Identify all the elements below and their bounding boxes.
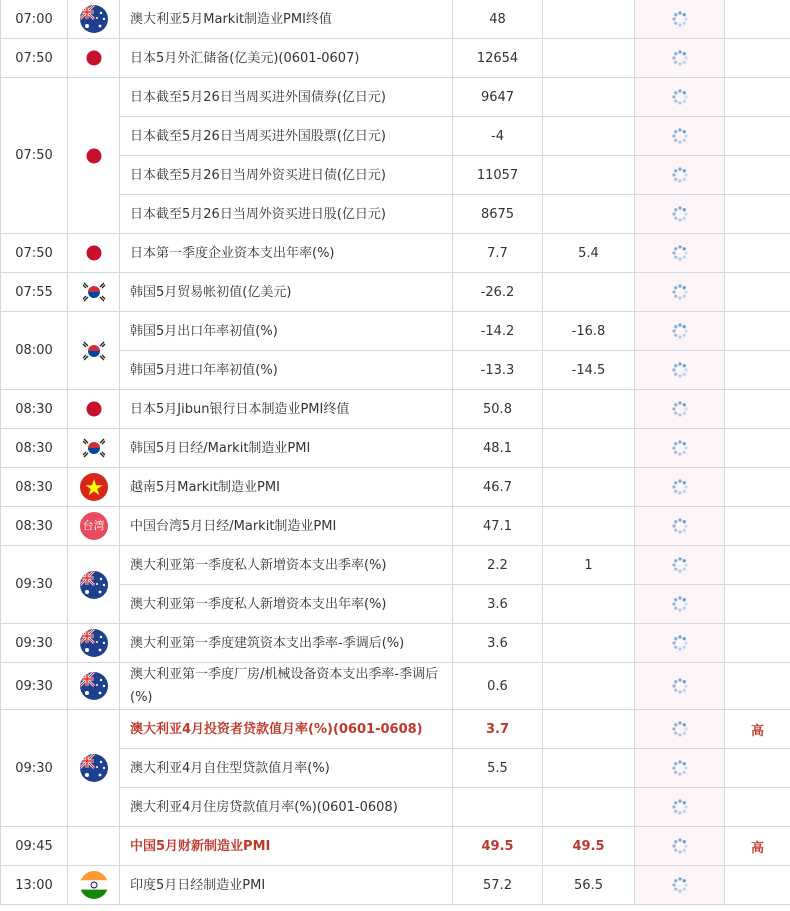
importance-badge (725, 546, 790, 585)
forecast-value (543, 788, 635, 827)
table-row (1, 312, 790, 351)
loading-spinner-icon (671, 244, 689, 262)
previous-value: -4 (453, 117, 543, 156)
actual-value-cell (635, 788, 725, 827)
table-row (1, 788, 790, 827)
table-row (1, 273, 790, 312)
actual-value-cell (635, 663, 725, 710)
loading-spinner-icon (671, 478, 689, 496)
forecast-value (543, 78, 635, 117)
previous-value: 12654 (453, 39, 543, 78)
event-time: 07:50 (1, 78, 68, 234)
forecast-value: 5.4 (543, 234, 635, 273)
importance-badge (725, 585, 790, 624)
table-row (1, 749, 790, 788)
loading-spinner-icon (671, 517, 689, 535)
event-time: 08:30 (1, 468, 68, 507)
table-row (1, 39, 790, 78)
importance-badge (725, 663, 790, 710)
table-row (1, 827, 790, 866)
loading-spinner-icon (671, 49, 689, 67)
country-cell (68, 546, 120, 624)
country-cell (68, 234, 120, 273)
table-row (1, 429, 790, 468)
indicator-name[interactable]: 澳大利亚5月Markit制造业PMI终值 (120, 0, 453, 39)
previous-value (453, 788, 543, 827)
previous-value: -26.2 (453, 273, 543, 312)
importance-badge: 高 (725, 710, 790, 749)
indicator-name[interactable]: 日本截至5月26日当周外资买进日债(亿日元) (120, 156, 453, 195)
forecast-value (543, 663, 635, 710)
importance-badge (725, 624, 790, 663)
forecast-value: -14.5 (543, 351, 635, 390)
importance-badge (725, 156, 790, 195)
indicator-name[interactable]: 韩国5月出口年率初值(%) (120, 312, 453, 351)
forecast-value (543, 585, 635, 624)
previous-value: 5.5 (453, 749, 543, 788)
importance-badge (725, 39, 790, 78)
event-time: 07:50 (1, 39, 68, 78)
indicator-name[interactable]: 澳大利亚第一季度私人新增资本支出年率(%) (120, 585, 453, 624)
country-cell (68, 273, 120, 312)
previous-value: 11057 (453, 156, 543, 195)
actual-value-cell (635, 312, 725, 351)
table-row (1, 156, 790, 195)
actual-value-cell (635, 429, 725, 468)
forecast-value (543, 468, 635, 507)
japan-flag-icon (80, 239, 108, 267)
event-time: 08:00 (1, 312, 68, 390)
indicator-name[interactable]: 日本5月外汇储备(亿美元)(0601-0607) (120, 39, 453, 78)
actual-value-cell (635, 351, 725, 390)
loading-spinner-icon (671, 322, 689, 340)
importance-badge (725, 78, 790, 117)
previous-value: 2.2 (453, 546, 543, 585)
importance-badge (725, 507, 790, 546)
previous-value: 57.2 (453, 866, 543, 905)
table-row (1, 390, 790, 429)
previous-value: 48 (453, 0, 543, 39)
forecast-value: 1 (543, 546, 635, 585)
south-korea-flag-icon (80, 278, 108, 306)
table-row (1, 624, 790, 663)
indicator-name[interactable]: 澳大利亚4月自住型贷款值月率(%) (120, 749, 453, 788)
importance-badge (725, 468, 790, 507)
australia-flag-icon (80, 571, 108, 599)
actual-value-cell (635, 468, 725, 507)
actual-value-cell (635, 156, 725, 195)
forecast-value (543, 117, 635, 156)
loading-spinner-icon (671, 205, 689, 223)
table-row (1, 866, 790, 905)
actual-value-cell (635, 117, 725, 156)
event-time: 09:30 (1, 663, 68, 710)
importance-badge (725, 117, 790, 156)
event-time: 08:30 (1, 429, 68, 468)
loading-spinner-icon (671, 10, 689, 28)
indicator-name[interactable]: 中国5月财新制造业PMI (120, 827, 453, 866)
japan-flag-icon (80, 142, 108, 170)
event-time: 09:30 (1, 624, 68, 663)
taiwan-badge-label: 台湾 (82, 519, 105, 532)
importance-badge (725, 0, 790, 39)
south-korea-flag-icon (80, 337, 108, 365)
previous-value: 48.1 (453, 429, 543, 468)
table-row (1, 78, 790, 117)
country-cell (68, 78, 120, 234)
event-time: 08:30 (1, 390, 68, 429)
australia-flag-icon (80, 672, 108, 700)
table-row (1, 351, 790, 390)
forecast-value (543, 749, 635, 788)
forecast-value (543, 39, 635, 78)
importance-badge (725, 195, 790, 234)
loading-spinner-icon (671, 837, 689, 855)
importance-badge (725, 351, 790, 390)
table-row (1, 546, 790, 585)
event-time: 07:50 (1, 234, 68, 273)
indicator-name[interactable]: 澳大利亚4月投资者贷款值月率(%)(0601-0608) (120, 710, 453, 749)
actual-value-cell (635, 749, 725, 788)
country-cell (68, 0, 120, 39)
loading-spinner-icon (671, 361, 689, 379)
forecast-value (543, 0, 635, 39)
actual-value-cell (635, 507, 725, 546)
actual-value-cell (635, 624, 725, 663)
table-row (1, 117, 790, 156)
table-row (1, 468, 790, 507)
actual-value-cell (635, 866, 725, 905)
loading-spinner-icon (671, 127, 689, 145)
australia-flag-icon (80, 754, 108, 782)
indicator-name[interactable]: 澳大利亚第一季度私人新增资本支出季率(%) (120, 546, 453, 585)
loading-spinner-icon (671, 439, 689, 457)
australia-flag-icon (80, 5, 108, 33)
indicator-name[interactable]: 澳大利亚第一季度建筑资本支出季率-季调后(%) (120, 624, 453, 663)
indicator-name[interactable]: 澳大利亚第一季度厂房/机械设备资本支出季率-季调后(%) (120, 663, 453, 710)
loading-spinner-icon (671, 634, 689, 652)
previous-value: 3.6 (453, 624, 543, 663)
table-row (1, 234, 790, 273)
loading-spinner-icon (671, 400, 689, 418)
actual-value-cell (635, 78, 725, 117)
india-flag-icon (80, 871, 108, 899)
indicator-name[interactable]: 澳大利亚4月住房贷款值月率(%)(0601-0608) (120, 788, 453, 827)
loading-spinner-icon (671, 720, 689, 738)
actual-value-cell (635, 39, 725, 78)
country-cell (68, 507, 120, 546)
previous-value: 46.7 (453, 468, 543, 507)
event-time: 09:30 (1, 710, 68, 827)
forecast-value (543, 273, 635, 312)
previous-value: 3.6 (453, 585, 543, 624)
previous-value: 50.8 (453, 390, 543, 429)
importance-badge (725, 312, 790, 351)
table-row (1, 0, 790, 39)
loading-spinner-icon (671, 677, 689, 695)
previous-value: -13.3 (453, 351, 543, 390)
loading-spinner-icon (671, 88, 689, 106)
country-cell (68, 429, 120, 468)
actual-value-cell (635, 0, 725, 39)
forecast-value (543, 429, 635, 468)
importance-badge (725, 429, 790, 468)
country-cell (68, 39, 120, 78)
previous-value: 9647 (453, 78, 543, 117)
loading-spinner-icon (671, 876, 689, 894)
event-time: 07:00 (1, 0, 68, 39)
country-cell (68, 710, 120, 827)
importance-badge (725, 390, 790, 429)
actual-value-cell (635, 195, 725, 234)
forecast-value: 49.5 (543, 827, 635, 866)
indicator-name[interactable]: 日本截至5月26日当周外资买进日股(亿日元) (120, 195, 453, 234)
forecast-value: 56.5 (543, 866, 635, 905)
forecast-value (543, 507, 635, 546)
table-row (1, 585, 790, 624)
indicator-name[interactable]: 越南5月Markit制造业PMI (120, 468, 453, 507)
indicator-name[interactable]: 韩国5月贸易帐初值(亿美元) (120, 273, 453, 312)
forecast-value: -16.8 (543, 312, 635, 351)
previous-value: 49.5 (453, 827, 543, 866)
japan-flag-icon (80, 395, 108, 423)
forecast-value (543, 195, 635, 234)
previous-value: 0.6 (453, 663, 543, 710)
loading-spinner-icon (671, 798, 689, 816)
country-cell (68, 663, 120, 710)
previous-value: 3.7 (453, 710, 543, 749)
actual-value-cell (635, 390, 725, 429)
forecast-value (543, 156, 635, 195)
previous-value: 7.7 (453, 234, 543, 273)
actual-value-cell (635, 710, 725, 749)
actual-value-cell (635, 273, 725, 312)
country-cell (68, 827, 120, 866)
event-time: 09:45 (1, 827, 68, 866)
table-row (1, 663, 790, 710)
event-time: 07:55 (1, 273, 68, 312)
previous-value: -14.2 (453, 312, 543, 351)
previous-value: 47.1 (453, 507, 543, 546)
event-time: 08:30 (1, 507, 68, 546)
taiwan-badge-icon (80, 512, 108, 540)
table-row (1, 507, 790, 546)
indicator-name[interactable]: 印度5月日经制造业PMI (120, 866, 453, 905)
event-time: 13:00 (1, 866, 68, 905)
australia-flag-icon (80, 629, 108, 657)
indicator-name[interactable]: 韩国5月日经/Markit制造业PMI (120, 429, 453, 468)
previous-value: 8675 (453, 195, 543, 234)
south-korea-flag-icon (80, 434, 108, 462)
actual-value-cell (635, 546, 725, 585)
table-row (1, 195, 790, 234)
importance-badge (725, 234, 790, 273)
importance-badge: 高 (725, 827, 790, 866)
vietnam-flag-icon (80, 473, 108, 501)
loading-spinner-icon (671, 556, 689, 574)
indicator-name[interactable]: 日本截至5月26日当周买进外国债券(亿日元) (120, 78, 453, 117)
indicator-name[interactable]: 中国台湾5月日经/Markit制造业PMI (120, 507, 453, 546)
forecast-value (543, 624, 635, 663)
importance-badge (725, 866, 790, 905)
forecast-value (543, 390, 635, 429)
importance-badge (725, 749, 790, 788)
loading-spinner-icon (671, 595, 689, 613)
country-cell (68, 312, 120, 390)
country-cell (68, 866, 120, 905)
japan-flag-icon (80, 44, 108, 72)
forecast-value (543, 710, 635, 749)
indicator-name[interactable]: 日本截至5月26日当周买进外国股票(亿日元) (120, 117, 453, 156)
indicator-name[interactable]: 日本5月Jibun银行日本制造业PMI终值 (120, 390, 453, 429)
actual-value-cell (635, 585, 725, 624)
loading-spinner-icon (671, 283, 689, 301)
actual-value-cell (635, 827, 725, 866)
country-cell (68, 390, 120, 429)
indicator-name[interactable]: 日本第一季度企业资本支出年率(%) (120, 234, 453, 273)
loading-spinner-icon (671, 759, 689, 777)
importance-badge (725, 788, 790, 827)
country-cell (68, 468, 120, 507)
event-time: 09:30 (1, 546, 68, 624)
importance-badge (725, 273, 790, 312)
country-cell (68, 624, 120, 663)
actual-value-cell (635, 234, 725, 273)
loading-spinner-icon (671, 166, 689, 184)
indicator-name[interactable]: 韩国5月进口年率初值(%) (120, 351, 453, 390)
table-row (1, 710, 790, 749)
